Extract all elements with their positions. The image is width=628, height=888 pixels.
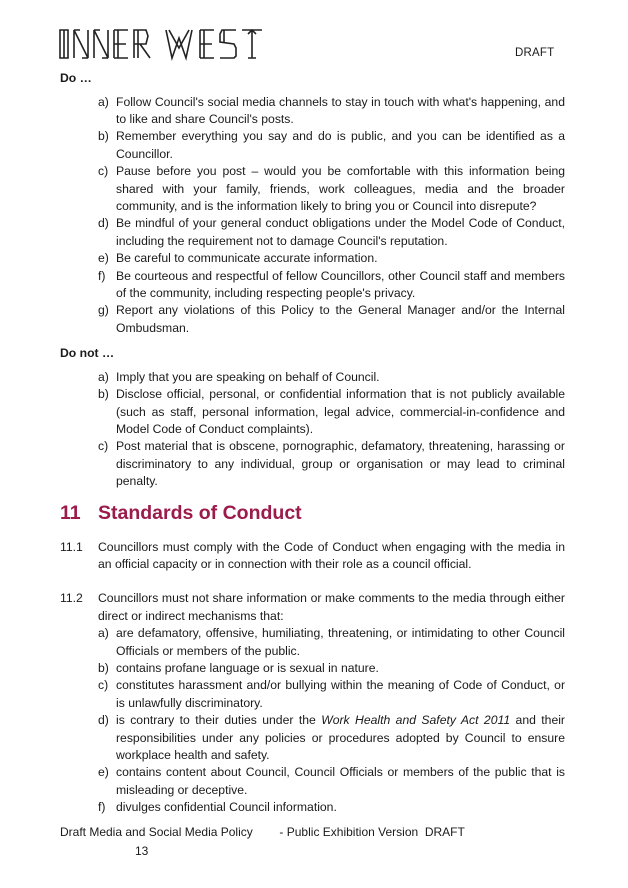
list-item: f) Be courteous and respectful of fellow Councillors, other Council staff and members of the community, including respecting people's privacy.: [98, 268, 565, 300]
list-item: d) Be mindful of your general conduct obligations under the Model Code of Conduct, including the requirement not to damage Council's reputation.: [98, 216, 565, 248]
inner-west-logo: [58, 26, 298, 62]
list-item: b) Remember everything you say and do is public, and you can be identified as a Councillor.: [98, 129, 565, 161]
do-not-heading: Do not …: [60, 346, 115, 361]
list-item: c) Post material that is obscene, pornographic, defamatory, threatening, harassing or discriminatory to any individual, group or organisation or may lead to criminal penalty.: [98, 439, 565, 489]
list-item: g) Report any violations of this Policy to the General Manager and/or the Internal Ombudsman.: [98, 303, 565, 335]
list-item: c) Pause before you post – would you be comfortable with this information being shared with your family, friends, work colleagues, media and the broader community, and is the information likely to bring you or Council into disrepute?: [98, 164, 565, 213]
do-heading: Do …: [60, 71, 92, 85]
list-item: b) contains profane language or is sexual in nature.: [98, 660, 379, 675]
list-item: f) divulges confidential Council information.: [98, 800, 337, 815]
list-item: b) Disclose official, personal, or confidential information that is not publicly available (such as staff, personal information, legal advice, commercial-in-confidence and Model Code of Conduct complaints).: [98, 387, 565, 436]
list-item: c) constitutes harassment and/or bullying within the meaning of Code of Conduct, or is unlawfully discriminatory.: [98, 678, 565, 710]
page-number: 13: [135, 844, 149, 858]
section-title: Standards of Conduct: [98, 501, 302, 524]
list-item: a) Imply that you are speaking on behalf of Council.: [98, 369, 380, 384]
footer-text: Draft Media and Social Media Policy - Public Exhibition Version DRAFT: [60, 825, 465, 839]
list-item: a) are defamatory, offensive, humiliating, threatening, or intimidating to other Council Officials or members of the public.: [98, 626, 565, 658]
clause-11-1: 11.1 Councillors must comply with the Code of Conduct when engaging with the media in an official capacity or in connection with their role as a council official.: [60, 539, 565, 571]
section-heading: [60, 501, 565, 525]
do-not-list: [60, 369, 565, 491]
list-item: a) Follow Council's social media channels to stay in touch with what's happening, and to like and share Council's posts.: [98, 94, 565, 126]
clause-11-2-list: [60, 625, 565, 816]
draft-label: DRAFT: [515, 47, 555, 59]
section-number: 11: [60, 501, 81, 524]
list-item: e) Be careful to communicate accurate information.: [98, 251, 378, 266]
list-item: d) is contrary to their duties under the Work Health and Safety Act 2011 and their responsibilities under any policies or procedures adopted by Council to ensure workplace health and safety.: [98, 713, 565, 762]
list-item: e) contains content about Council, Council Officials or members of the public that is misleading or deceptive.: [98, 765, 565, 797]
do-list: [60, 94, 565, 338]
clause-11-2: 11.2 Councillors must not share information or make comments to the media through either direct or indirect mechanisms that:: [60, 591, 565, 623]
page-content: [60, 70, 565, 817]
